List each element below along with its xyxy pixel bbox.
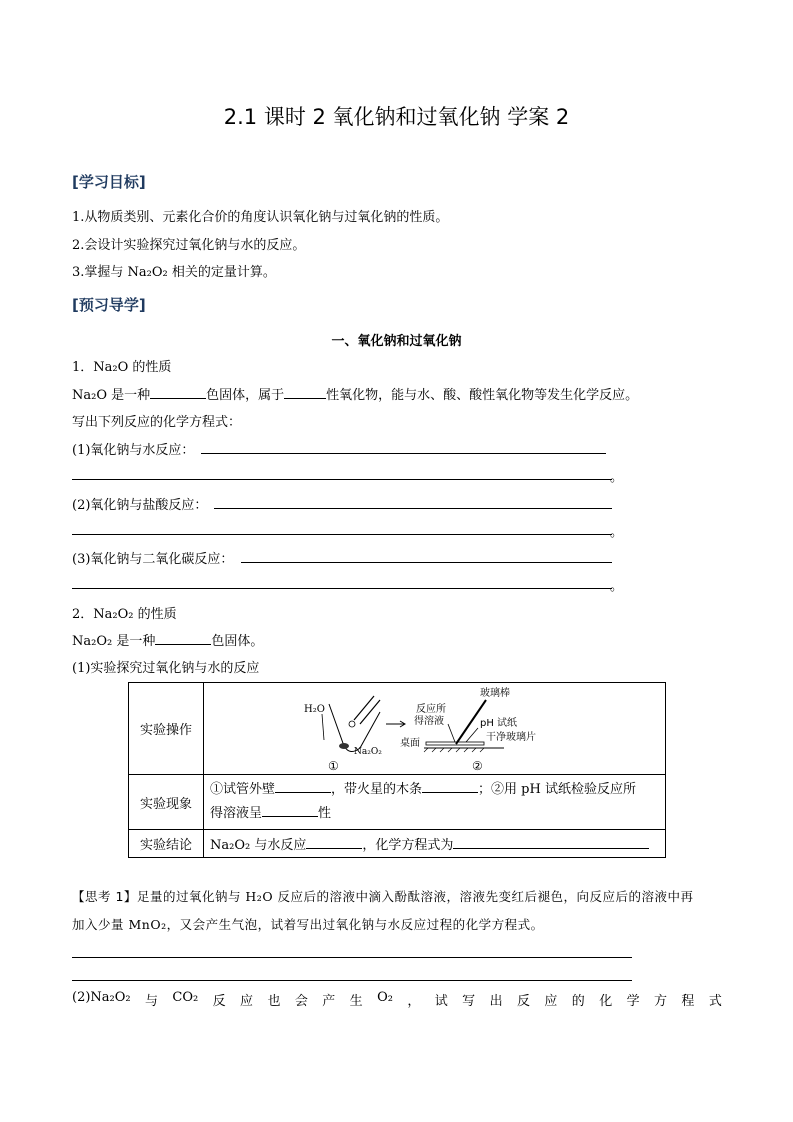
answer-line[interactable] (72, 957, 632, 958)
answer-blank[interactable] (306, 835, 362, 849)
glass-plate-label: 干净玻璃片 (486, 731, 536, 743)
think-line-2: 加入少量 MnO₂，又会产生气泡，试着写出过氧化钠与水反应过程的化学方程式。 (72, 917, 544, 932)
answer-blank[interactable] (275, 779, 331, 793)
answer-blank[interactable] (155, 631, 211, 645)
operation-figure (204, 683, 666, 775)
co2-question-part: 方 (654, 994, 668, 1009)
solution-label-2: 得溶液 (414, 715, 444, 727)
water-pointer (322, 714, 324, 740)
answer-blank[interactable] (422, 779, 478, 793)
co2-question-part: 出 (489, 994, 503, 1009)
na2o-heading: 1．Na₂O 的性质 (72, 360, 172, 375)
ph-label: pH 试纸 (480, 717, 518, 729)
solid-blob (339, 743, 349, 749)
answer-blank[interactable] (453, 835, 649, 849)
splint (354, 696, 374, 720)
co2-question-part: 产 (322, 994, 336, 1009)
answer-blank[interactable] (284, 385, 326, 399)
question-1: (1)氧化钠与水反应： (72, 443, 195, 458)
co2-question-part: 生 (349, 994, 363, 1009)
label-2: ② (472, 758, 483, 773)
glass-rod-label: 玻璃棒 (480, 687, 510, 699)
answer-blank[interactable] (150, 385, 206, 399)
answer-line[interactable] (72, 980, 632, 981)
co2-question-part: 写 (462, 994, 476, 1009)
operation-label: 实验操作 (129, 683, 204, 775)
na2o-description: Na₂O 是一种 色固体，属于 性氧化物，能与水、酸、酸性氧化物等发生化学反应。 (72, 384, 638, 403)
answer-line[interactable] (72, 588, 612, 589)
co2-question-part: 式 (708, 994, 722, 1009)
co2-question-part: 反 (516, 994, 530, 1009)
experiment-diagram (204, 684, 664, 774)
objective-item: 1.从物质类别、元素化合价的角度认识氧化钠与过氧化钠的性质。 (72, 210, 449, 225)
co2-question-label: (2)Na₂O₂ (72, 990, 131, 1005)
co2-question (72, 990, 722, 1009)
co2-question-part: 学 (626, 994, 640, 1009)
part-title: 一、氧化钠和过氧化钠 (331, 334, 462, 349)
na2o2-description: Na₂O₂ 是一种 色固体。 (72, 630, 263, 649)
think-line-1: 【思考 1】足量的过氧化钠与 H₂O 反应后的溶液中滴入酚酞溶液，溶液先变红后褪色，向反应后的溶液中再 (72, 889, 694, 904)
co2-question-part: 试 (434, 994, 448, 1009)
solution-label-1: 反应所 (416, 703, 446, 715)
objective-item: 2.会设计实验探究过氧化钠与水的反应。 (72, 238, 306, 253)
co2-question-part: 也 (267, 994, 281, 1009)
glass-plate (426, 742, 484, 745)
question-3: (3)氧化钠与二氧化碳反应： (72, 552, 234, 567)
experiment-table (128, 682, 666, 858)
co2-question-part: O₂ (377, 990, 393, 1005)
co2-question-part: 的 (571, 994, 585, 1009)
co2-question-part: 化 (599, 994, 613, 1009)
co2-question-part: 应 (240, 994, 254, 1009)
ember (349, 721, 355, 727)
answer-line[interactable] (201, 453, 606, 454)
objectives-heading: [学习目标] (72, 173, 146, 191)
solid-label: Na₂O₂ (354, 746, 382, 757)
phenomenon-cell: ①试管外壁 ，带火星的木条 ；②用 pH 试纸检验反应所 得溶液呈 性 (204, 775, 666, 830)
answer-line[interactable] (241, 562, 612, 563)
answer-line[interactable] (214, 508, 612, 509)
page-title: 2.1 课时 2 氧化钠和过氧化钠 学案 2 (223, 105, 570, 129)
co2-question-part: CO₂ (172, 990, 199, 1005)
co2-question-part: 程 (681, 994, 695, 1009)
write-prompt: 写出下列反应的化学方程式： (72, 415, 242, 430)
question-2: (2)氧化钠与盐酸反应： (72, 498, 208, 513)
co2-question-part: ， (407, 994, 421, 1009)
co2-question-part: 与 (145, 994, 159, 1009)
desk-label: 桌面 (400, 737, 420, 749)
test-tube (329, 704, 380, 752)
period: 。 (610, 470, 624, 485)
conclusion-cell: Na₂O₂ 与水反应 ，化学方程式为 (204, 830, 666, 858)
experiment-title: (1)实验探究过氧化钠与水的反应 (72, 661, 260, 676)
answer-line[interactable] (72, 534, 612, 535)
answer-line[interactable] (72, 479, 612, 480)
water-label: H₂O (304, 703, 325, 715)
phenomenon-label: 实验现象 (129, 775, 204, 830)
co2-question-part: 应 (544, 994, 558, 1009)
label-1: ① (328, 758, 339, 773)
objective-item: 3.掌握与 Na₂O₂ 相关的定量计算。 (72, 265, 276, 280)
na2o2-heading: 2．Na₂O₂ 的性质 (72, 607, 177, 622)
period: 。 (610, 525, 624, 540)
co2-question-part: 反 (212, 994, 226, 1009)
co2-question-part: 会 (294, 994, 308, 1009)
preview-heading: [预习导学] (72, 296, 146, 314)
period: 。 (610, 579, 624, 594)
conclusion-label: 实验结论 (129, 830, 204, 858)
answer-blank[interactable] (262, 803, 318, 817)
think-tag: 【思考 1】 (72, 889, 137, 904)
